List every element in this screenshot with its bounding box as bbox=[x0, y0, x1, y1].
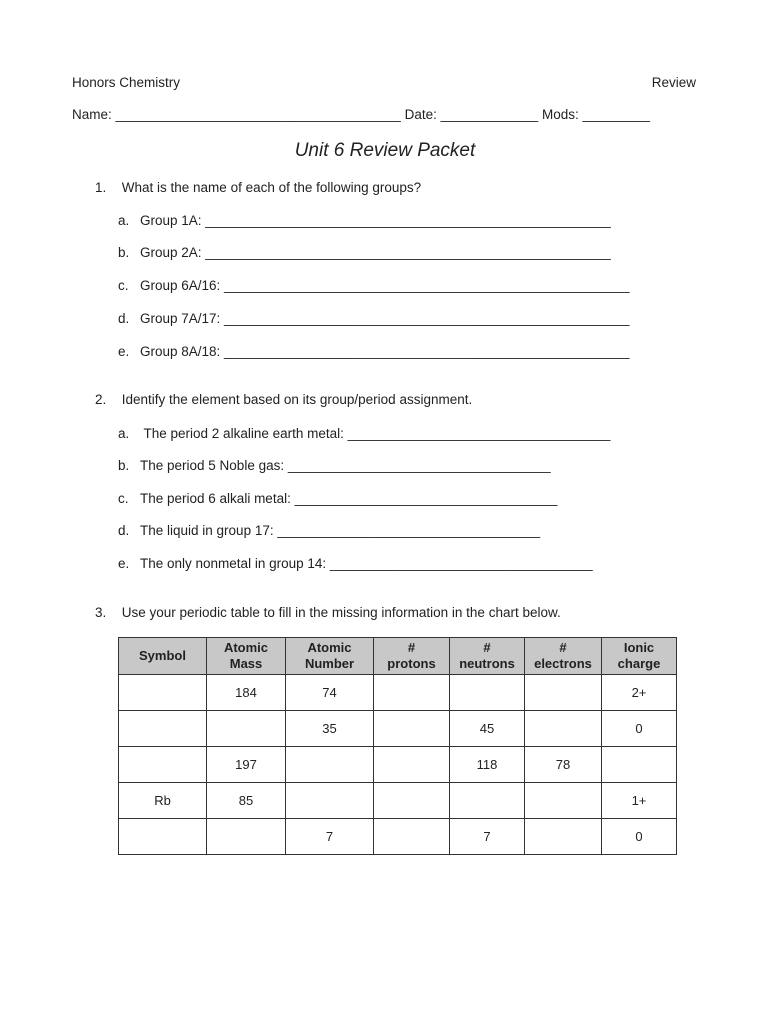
question-1 bbox=[95, 180, 421, 195]
q2-item-b bbox=[118, 458, 551, 473]
table-cell[interactable]: 118 bbox=[450, 747, 525, 783]
q1-item-b bbox=[118, 245, 611, 260]
table-cell[interactable]: 0 bbox=[602, 819, 677, 855]
table-cell[interactable]: 7 bbox=[286, 819, 374, 855]
q1-item-a bbox=[118, 213, 611, 228]
header-symbol: Symbol bbox=[119, 638, 207, 675]
q1-item-e bbox=[118, 344, 630, 359]
table-row bbox=[119, 747, 677, 783]
table-cell[interactable] bbox=[602, 747, 677, 783]
header-atomic-number: Atomic Number bbox=[286, 638, 374, 675]
table-cell[interactable]: 197 bbox=[207, 747, 286, 783]
table-row bbox=[119, 819, 677, 855]
question-text: What is the name of each of the following groups? bbox=[121, 180, 422, 195]
table-cell[interactable]: 45 bbox=[450, 711, 525, 747]
table-cell[interactable] bbox=[525, 819, 602, 855]
page-title: Unit 6 Review Packet bbox=[294, 140, 476, 161]
item-letter: a. bbox=[118, 213, 130, 228]
table-cell[interactable]: 85 bbox=[207, 783, 286, 819]
item-text: Group 8A/18: ______________________________________________________ bbox=[140, 344, 630, 359]
table-cell[interactable] bbox=[119, 675, 207, 711]
table-cell[interactable] bbox=[374, 819, 450, 855]
item-text: Group 7A/17: ______________________________________________________ bbox=[140, 311, 630, 326]
q2-item-c bbox=[118, 491, 557, 506]
item-text: Group 2A: ______________________________________________________ bbox=[140, 245, 611, 260]
table-cell[interactable]: 1+ bbox=[602, 783, 677, 819]
table-cell[interactable] bbox=[525, 711, 602, 747]
table-cell[interactable] bbox=[286, 783, 374, 819]
table-cell[interactable]: Rb bbox=[119, 783, 207, 819]
q2-item-e bbox=[118, 556, 593, 571]
question-2 bbox=[95, 392, 472, 407]
header-electrons: # electrons bbox=[525, 638, 602, 675]
table-cell[interactable]: 7 bbox=[450, 819, 525, 855]
name-date-mods-line: Name: ______________________________________ Date: _____________ Mods: _________ bbox=[72, 107, 651, 122]
q2-item-a bbox=[118, 426, 610, 441]
table-cell[interactable] bbox=[450, 675, 525, 711]
table-cell[interactable] bbox=[525, 675, 602, 711]
item-text: Group 6A/16: ______________________________________________________ bbox=[140, 278, 630, 293]
header-protons: # protons bbox=[374, 638, 450, 675]
table-row bbox=[119, 783, 677, 819]
table-header-row bbox=[119, 638, 677, 675]
item-letter: c. bbox=[118, 491, 129, 506]
table-cell[interactable] bbox=[374, 747, 450, 783]
table-cell[interactable] bbox=[119, 747, 207, 783]
item-text: Group 1A: ______________________________________________________ bbox=[140, 213, 611, 228]
document-type: Review bbox=[651, 75, 696, 90]
table-cell[interactable] bbox=[450, 783, 525, 819]
item-letter: a. bbox=[118, 426, 130, 441]
item-text: The period 6 alkali metal: ___________________________________ bbox=[140, 491, 558, 506]
question-text: Use your periodic table to fill in the missing information in the chart below. bbox=[121, 605, 561, 620]
table-cell[interactable]: 78 bbox=[525, 747, 602, 783]
table-cell[interactable] bbox=[207, 819, 286, 855]
item-letter: c. bbox=[118, 278, 129, 293]
table-cell[interactable] bbox=[207, 711, 286, 747]
table-cell[interactable] bbox=[119, 711, 207, 747]
item-letter: b. bbox=[118, 458, 130, 473]
table-cell[interactable]: 184 bbox=[207, 675, 286, 711]
item-letter: d. bbox=[118, 523, 130, 538]
table-cell[interactable] bbox=[374, 675, 450, 711]
item-letter: b. bbox=[118, 245, 130, 260]
course-name: Honors Chemistry bbox=[72, 75, 181, 90]
table-cell[interactable] bbox=[374, 711, 450, 747]
q2-item-d bbox=[118, 523, 540, 538]
header-ionic-charge: Ionic charge bbox=[602, 638, 677, 675]
table-cell[interactable] bbox=[525, 783, 602, 819]
item-text: The liquid in group 17: ___________________________________ bbox=[140, 523, 541, 538]
table-cell[interactable] bbox=[119, 819, 207, 855]
item-letter: e. bbox=[118, 556, 130, 571]
item-letter: e. bbox=[118, 344, 130, 359]
table-cell[interactable] bbox=[286, 747, 374, 783]
table-row bbox=[119, 675, 677, 711]
q1-item-c bbox=[118, 278, 630, 293]
table-cell[interactable] bbox=[374, 783, 450, 819]
item-text: The period 2 alkaline earth metal: ___________________________________ bbox=[140, 426, 611, 441]
table-row bbox=[119, 711, 677, 747]
question-3 bbox=[95, 605, 561, 620]
q1-item-d bbox=[118, 311, 630, 326]
table-cell[interactable]: 2+ bbox=[602, 675, 677, 711]
item-letter: d. bbox=[118, 311, 130, 326]
table-cell[interactable]: 74 bbox=[286, 675, 374, 711]
question-number: 2. bbox=[95, 392, 107, 407]
question-number: 3. bbox=[95, 605, 107, 620]
question-text: Identify the element based on its group/period assignment. bbox=[121, 392, 473, 407]
item-text: The period 5 Noble gas: ___________________________________ bbox=[140, 458, 551, 473]
item-text: The only nonmetal in group 14: ___________________________________ bbox=[140, 556, 593, 571]
header-neutrons: # neutrons bbox=[450, 638, 525, 675]
element-info-table bbox=[118, 637, 677, 855]
question-number: 1. bbox=[95, 180, 107, 195]
table-cell[interactable]: 35 bbox=[286, 711, 374, 747]
header-atomic-mass: Atomic Mass bbox=[207, 638, 286, 675]
table-cell[interactable]: 0 bbox=[602, 711, 677, 747]
